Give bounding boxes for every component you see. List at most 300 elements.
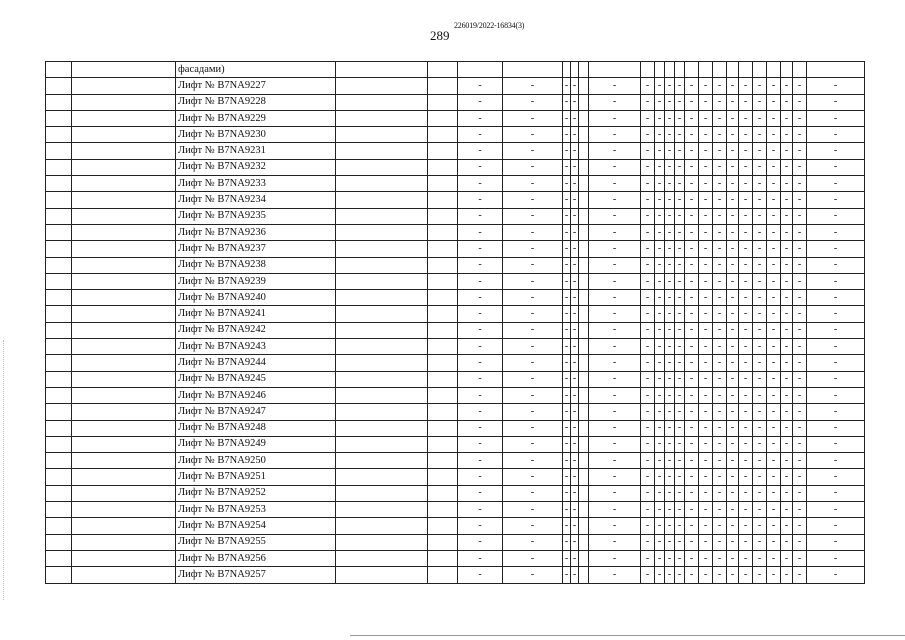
table-cell <box>428 339 458 355</box>
dash-cell: - <box>781 176 793 192</box>
dash-cell: - <box>713 241 727 257</box>
dash-cell: - <box>713 420 727 436</box>
table-cell <box>428 469 458 485</box>
table-cell <box>428 404 458 420</box>
dash-cell: - <box>739 241 753 257</box>
dash-cell: - <box>781 502 793 518</box>
dash-cell: - <box>675 78 685 94</box>
table-cell <box>336 387 428 403</box>
dash-cell: - <box>685 127 699 143</box>
dash-cell: - <box>571 404 579 420</box>
dash-cell: - <box>571 355 579 371</box>
dash-cell: - <box>781 224 793 240</box>
dash-cell: - <box>807 224 865 240</box>
dash-cell: - <box>767 257 781 273</box>
dash-cell: - <box>699 485 713 501</box>
dash-cell: - <box>727 224 739 240</box>
dash-cell: - <box>458 127 503 143</box>
dash-cell: - <box>675 469 685 485</box>
dash-cell: - <box>807 127 865 143</box>
dash-cell: - <box>727 550 739 566</box>
dash-cell: - <box>571 550 579 566</box>
dash-cell: - <box>767 371 781 387</box>
dash-cell: - <box>589 567 641 583</box>
dash-cell: - <box>753 518 767 534</box>
dash-cell: - <box>655 355 665 371</box>
dash-cell: - <box>685 518 699 534</box>
dash-cell: - <box>727 371 739 387</box>
table-cell <box>579 159 589 175</box>
table-cell <box>336 502 428 518</box>
dash-cell: - <box>781 208 793 224</box>
dash-cell: - <box>699 502 713 518</box>
dash-cell: - <box>571 518 579 534</box>
dash-cell: - <box>675 159 685 175</box>
dash-cell: - <box>807 550 865 566</box>
dash-cell: - <box>458 387 503 403</box>
dash-cell: - <box>571 257 579 273</box>
dash-cell: - <box>665 567 675 583</box>
dash-cell: - <box>675 518 685 534</box>
dash-cell: - <box>699 176 713 192</box>
dash-cell: - <box>753 290 767 306</box>
table-cell <box>46 192 72 208</box>
table-cell <box>46 453 72 469</box>
dash-cell: - <box>655 387 665 403</box>
dash-cell: - <box>807 339 865 355</box>
table-cell <box>336 420 428 436</box>
dash-cell: - <box>685 453 699 469</box>
dash-cell: - <box>675 371 685 387</box>
table-cell <box>579 518 589 534</box>
dash-cell: - <box>655 306 665 322</box>
dash-cell: - <box>665 387 675 403</box>
dash-cell: - <box>458 339 503 355</box>
dash-cell: - <box>563 224 571 240</box>
dash-cell: - <box>655 567 665 583</box>
dash-cell: - <box>563 387 571 403</box>
table-cell <box>336 273 428 289</box>
table-cell <box>428 567 458 583</box>
row-name-cell: Лифт № B7NA9239 <box>176 273 336 289</box>
dash-cell: - <box>458 567 503 583</box>
dash-cell: - <box>713 404 727 420</box>
dash-cell: - <box>589 208 641 224</box>
table-cell <box>336 94 428 110</box>
dash-cell: - <box>589 159 641 175</box>
table-cell <box>336 224 428 240</box>
dash-cell: - <box>739 404 753 420</box>
table-cell <box>428 127 458 143</box>
table-cell <box>579 534 589 550</box>
dash-cell: - <box>458 78 503 94</box>
dash-cell: - <box>655 143 665 159</box>
dash-cell: - <box>753 208 767 224</box>
dash-cell: - <box>781 306 793 322</box>
dash-cell: - <box>781 257 793 273</box>
row-name-cell: Лифт № B7NA9246 <box>176 387 336 403</box>
dash-cell: - <box>503 192 563 208</box>
dash-cell: - <box>807 420 865 436</box>
table-row <box>46 208 865 224</box>
dash-cell: - <box>793 534 807 550</box>
dash-cell: - <box>753 371 767 387</box>
table-row <box>46 404 865 420</box>
dash-cell: - <box>767 290 781 306</box>
dash-cell: - <box>699 290 713 306</box>
dash-cell: - <box>458 550 503 566</box>
dash-cell: - <box>753 192 767 208</box>
dash-cell: - <box>665 127 675 143</box>
table-row <box>46 78 865 94</box>
table-cell <box>72 143 176 159</box>
table-cell <box>46 371 72 387</box>
dash-cell: - <box>685 273 699 289</box>
dash-cell: - <box>503 355 563 371</box>
dash-cell: - <box>739 192 753 208</box>
dash-cell: - <box>767 534 781 550</box>
dash-cell: - <box>641 485 655 501</box>
table-cell <box>807 62 865 78</box>
table-cell <box>46 469 72 485</box>
table-cell <box>428 94 458 110</box>
table-cell <box>713 62 727 78</box>
dash-cell: - <box>727 257 739 273</box>
dash-cell: - <box>781 469 793 485</box>
table-cell <box>46 208 72 224</box>
dash-cell: - <box>589 469 641 485</box>
dash-cell: - <box>793 143 807 159</box>
table-cell <box>46 502 72 518</box>
table-cell <box>336 192 428 208</box>
dash-cell: - <box>807 469 865 485</box>
dash-cell: - <box>589 453 641 469</box>
table-cell <box>428 322 458 338</box>
dash-cell: - <box>807 208 865 224</box>
table-cell <box>579 420 589 436</box>
dash-cell: - <box>641 387 655 403</box>
row-name-cell: Лифт № B7NA9253 <box>176 502 336 518</box>
dash-cell: - <box>655 436 665 452</box>
dash-cell: - <box>781 290 793 306</box>
dash-cell: - <box>713 143 727 159</box>
row-name-cell: Лифт № B7NA9254 <box>176 518 336 534</box>
table-cell <box>428 371 458 387</box>
dash-cell: - <box>571 567 579 583</box>
dash-cell: - <box>713 257 727 273</box>
row-name-cell: Лифт № B7NA9231 <box>176 143 336 159</box>
dash-cell: - <box>503 127 563 143</box>
dash-cell: - <box>807 110 865 126</box>
dash-cell: - <box>665 371 675 387</box>
dash-cell: - <box>807 94 865 110</box>
dash-cell: - <box>727 208 739 224</box>
dash-cell: - <box>458 534 503 550</box>
dash-cell: - <box>767 404 781 420</box>
dash-cell: - <box>793 273 807 289</box>
dash-cell: - <box>699 339 713 355</box>
dash-cell: - <box>739 420 753 436</box>
table-cell <box>72 241 176 257</box>
table-row <box>46 502 865 518</box>
dash-cell: - <box>563 485 571 501</box>
dash-cell: - <box>571 110 579 126</box>
dash-cell: - <box>739 127 753 143</box>
dash-cell: - <box>753 436 767 452</box>
dash-cell: - <box>767 518 781 534</box>
dash-cell: - <box>739 306 753 322</box>
dash-cell: - <box>589 322 641 338</box>
dash-cell: - <box>699 306 713 322</box>
table-cell <box>72 176 176 192</box>
dash-cell: - <box>807 143 865 159</box>
dash-cell: - <box>665 176 675 192</box>
table-cell <box>579 371 589 387</box>
dash-cell: - <box>727 534 739 550</box>
dash-cell: - <box>807 567 865 583</box>
dash-cell: - <box>458 224 503 240</box>
dash-cell: - <box>503 241 563 257</box>
dash-cell: - <box>793 110 807 126</box>
table-cell <box>46 420 72 436</box>
dash-cell: - <box>807 404 865 420</box>
dash-cell: - <box>665 534 675 550</box>
dash-cell: - <box>767 94 781 110</box>
dash-cell: - <box>685 355 699 371</box>
dash-cell: - <box>675 534 685 550</box>
margin-marks <box>3 340 5 600</box>
dash-cell: - <box>793 420 807 436</box>
table-cell <box>336 241 428 257</box>
dash-cell: - <box>563 404 571 420</box>
table-cell <box>579 273 589 289</box>
dash-cell: - <box>503 176 563 192</box>
dash-cell: - <box>807 453 865 469</box>
table-cell <box>336 518 428 534</box>
dash-cell: - <box>589 387 641 403</box>
dash-cell: - <box>571 436 579 452</box>
table-cell <box>72 567 176 583</box>
dash-cell: - <box>563 273 571 289</box>
dash-cell: - <box>641 518 655 534</box>
page-header <box>0 18 905 42</box>
table-row <box>46 159 865 175</box>
dash-cell: - <box>641 404 655 420</box>
dash-cell: - <box>685 208 699 224</box>
dash-cell: - <box>503 404 563 420</box>
dash-cell: - <box>753 387 767 403</box>
dash-cell: - <box>699 518 713 534</box>
dash-cell: - <box>807 436 865 452</box>
dash-cell: - <box>807 290 865 306</box>
dash-cell: - <box>589 371 641 387</box>
dash-cell: - <box>571 453 579 469</box>
dash-cell: - <box>753 306 767 322</box>
dash-cell: - <box>641 436 655 452</box>
table-row <box>46 306 865 322</box>
dash-cell: - <box>699 94 713 110</box>
dash-cell: - <box>685 436 699 452</box>
dash-cell: - <box>685 567 699 583</box>
dash-cell: - <box>641 290 655 306</box>
dash-cell: - <box>571 94 579 110</box>
equipment-table <box>45 61 865 584</box>
table-cell <box>428 143 458 159</box>
page-number: 289 <box>430 28 450 43</box>
dash-cell: - <box>589 143 641 159</box>
dash-cell: - <box>727 502 739 518</box>
dash-cell: - <box>675 404 685 420</box>
dash-cell: - <box>655 78 665 94</box>
dash-cell: - <box>767 78 781 94</box>
dash-cell: - <box>753 550 767 566</box>
dash-cell: - <box>665 192 675 208</box>
dash-cell: - <box>503 518 563 534</box>
dash-cell: - <box>727 485 739 501</box>
table-cell <box>675 62 685 78</box>
table-cell <box>428 110 458 126</box>
dash-cell: - <box>503 94 563 110</box>
dash-cell: - <box>665 550 675 566</box>
table-cell <box>336 78 428 94</box>
dash-cell: - <box>641 534 655 550</box>
dash-cell: - <box>641 176 655 192</box>
dash-cell: - <box>767 176 781 192</box>
dash-cell: - <box>727 322 739 338</box>
dash-cell: - <box>767 208 781 224</box>
dash-cell: - <box>727 290 739 306</box>
dash-cell: - <box>675 420 685 436</box>
dash-cell: - <box>503 322 563 338</box>
table-cell <box>428 306 458 322</box>
table-cell <box>579 143 589 159</box>
dash-cell: - <box>655 420 665 436</box>
dash-cell: - <box>563 371 571 387</box>
dash-cell: - <box>699 550 713 566</box>
dash-cell: - <box>767 485 781 501</box>
table-row <box>46 322 865 338</box>
dash-cell: - <box>563 159 571 175</box>
dash-cell: - <box>675 355 685 371</box>
dash-cell: - <box>807 78 865 94</box>
dash-cell: - <box>563 355 571 371</box>
dash-cell: - <box>807 257 865 273</box>
dash-cell: - <box>685 192 699 208</box>
dash-cell: - <box>458 453 503 469</box>
dash-cell: - <box>753 404 767 420</box>
dash-cell: - <box>781 127 793 143</box>
table-cell <box>336 404 428 420</box>
dash-cell: - <box>781 241 793 257</box>
row-name-cell: Лифт № B7NA9228 <box>176 94 336 110</box>
dash-cell: - <box>675 224 685 240</box>
dash-cell: - <box>589 224 641 240</box>
dash-cell: - <box>665 110 675 126</box>
dash-cell: - <box>713 110 727 126</box>
dash-cell: - <box>655 257 665 273</box>
dash-cell: - <box>753 273 767 289</box>
table-cell <box>428 290 458 306</box>
dash-cell: - <box>675 110 685 126</box>
dash-cell: - <box>781 143 793 159</box>
row-name-cell: Лифт № B7NA9240 <box>176 290 336 306</box>
dash-cell: - <box>727 339 739 355</box>
dash-cell: - <box>767 224 781 240</box>
dash-cell: - <box>767 241 781 257</box>
row-name-cell: Лифт № B7NA9248 <box>176 420 336 436</box>
dash-cell: - <box>699 534 713 550</box>
table-cell <box>579 127 589 143</box>
table-cell <box>46 290 72 306</box>
dash-cell: - <box>753 159 767 175</box>
table-cell <box>46 241 72 257</box>
table-cell <box>72 159 176 175</box>
dash-cell: - <box>458 502 503 518</box>
dash-cell: - <box>753 534 767 550</box>
dash-cell: - <box>685 143 699 159</box>
dash-cell: - <box>458 110 503 126</box>
dash-cell: - <box>739 485 753 501</box>
table-cell <box>72 518 176 534</box>
dash-cell: - <box>571 273 579 289</box>
dash-cell: - <box>641 143 655 159</box>
table-cell <box>336 322 428 338</box>
table-cell <box>46 436 72 452</box>
dash-cell: - <box>563 241 571 257</box>
dash-cell: - <box>807 387 865 403</box>
dash-cell: - <box>767 420 781 436</box>
dash-cell: - <box>675 387 685 403</box>
table-cell <box>46 159 72 175</box>
dash-cell: - <box>727 241 739 257</box>
dash-cell: - <box>685 550 699 566</box>
dash-cell: - <box>685 257 699 273</box>
dash-cell: - <box>781 453 793 469</box>
dash-cell: - <box>807 273 865 289</box>
dash-cell: - <box>503 534 563 550</box>
dash-cell: - <box>739 322 753 338</box>
dash-cell: - <box>685 322 699 338</box>
dash-cell: - <box>571 290 579 306</box>
table-cell <box>72 355 176 371</box>
dash-cell: - <box>781 110 793 126</box>
dash-cell: - <box>739 290 753 306</box>
dash-cell: - <box>503 469 563 485</box>
dash-cell: - <box>571 176 579 192</box>
dash-cell: - <box>503 257 563 273</box>
table-cell <box>571 62 579 78</box>
dash-cell: - <box>713 436 727 452</box>
dash-cell: - <box>807 518 865 534</box>
dash-cell: - <box>655 224 665 240</box>
dash-cell: - <box>793 339 807 355</box>
dash-cell: - <box>563 453 571 469</box>
dash-cell: - <box>699 404 713 420</box>
dash-cell: - <box>685 404 699 420</box>
table-cell <box>72 94 176 110</box>
table-cell <box>641 62 655 78</box>
table-cell <box>579 192 589 208</box>
dash-cell: - <box>727 404 739 420</box>
dash-cell: - <box>563 306 571 322</box>
dash-cell: - <box>655 502 665 518</box>
dash-cell: - <box>675 143 685 159</box>
dash-cell: - <box>655 322 665 338</box>
dash-cell: - <box>767 436 781 452</box>
dash-cell: - <box>655 290 665 306</box>
table-cell <box>458 62 503 78</box>
dash-cell: - <box>767 306 781 322</box>
